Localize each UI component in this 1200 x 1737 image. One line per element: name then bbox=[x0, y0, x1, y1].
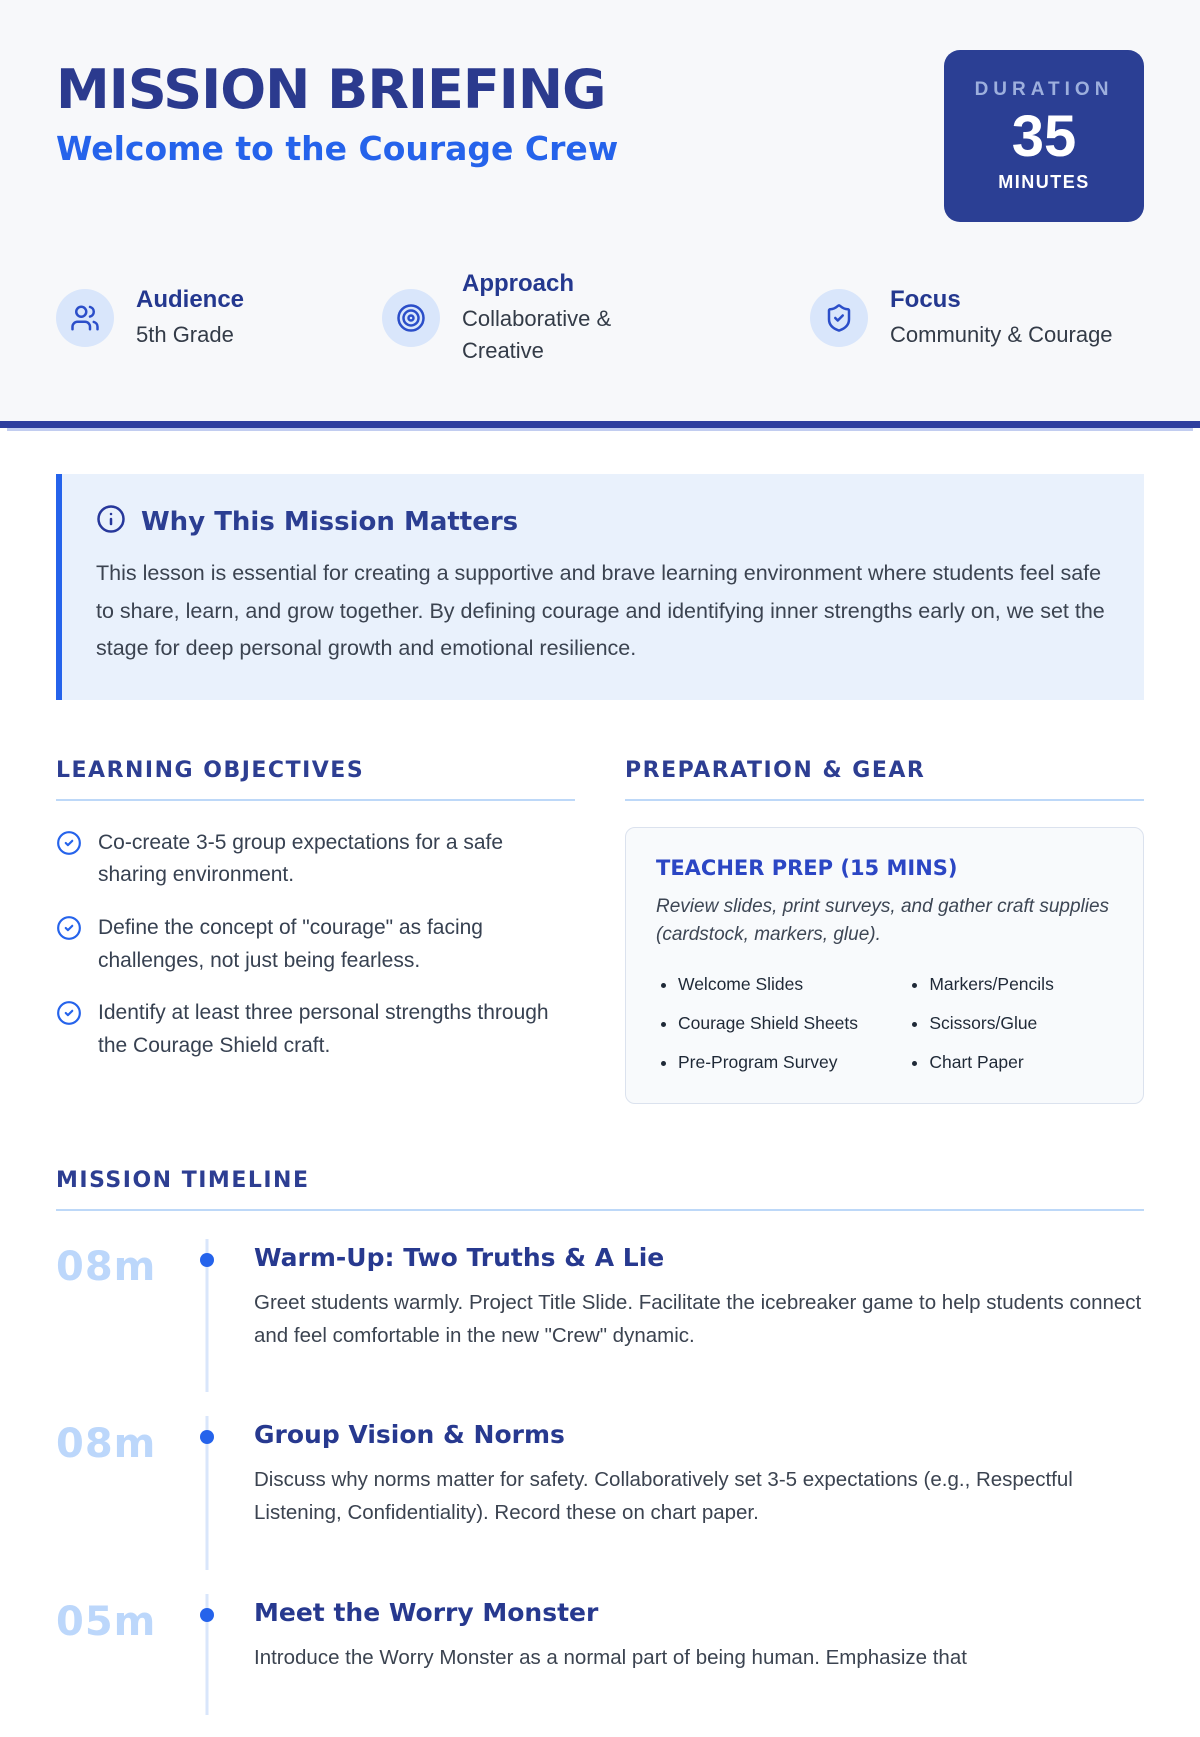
supply-item: • Chart Paper bbox=[929, 1052, 1113, 1073]
supply-item: • Markers/Pencils bbox=[929, 974, 1113, 995]
objective-text: Co-create 3-5 group expectations for a safe sharing environment. bbox=[98, 830, 504, 887]
timeline-item bbox=[56, 1237, 1144, 1415]
timeline-dot-icon bbox=[200, 1608, 214, 1622]
meta-label-approach: Approach bbox=[462, 270, 575, 297]
teacher-prep-card bbox=[625, 827, 1144, 1104]
mission-timeline-heading: MISSION TIMELINE bbox=[56, 1168, 1144, 1211]
timeline-title: Meet the Worry Monster bbox=[254, 1598, 599, 1628]
timeline-item bbox=[56, 1592, 1144, 1737]
page-title: MISSION BRIEFING bbox=[56, 58, 606, 121]
page-subtitle: Welcome to the Courage Crew bbox=[56, 129, 619, 168]
timeline-description: Introduce the Worry Monster as a normal part of being human. Emphasize that bbox=[254, 1646, 967, 1670]
learning-objectives-section bbox=[56, 758, 575, 1104]
supply-item: • Scissors/Glue bbox=[929, 1013, 1113, 1034]
target-icon bbox=[382, 289, 440, 347]
timeline-time: 05m bbox=[56, 1599, 157, 1646]
objective-item bbox=[56, 827, 575, 892]
header bbox=[0, 0, 1200, 428]
main-content bbox=[0, 428, 1200, 1737]
meta-focus bbox=[810, 270, 1144, 367]
timeline-time: 08m bbox=[56, 1421, 157, 1468]
title-block bbox=[56, 50, 618, 168]
timeline-title: Group Vision & Norms bbox=[254, 1420, 565, 1450]
objective-item bbox=[56, 912, 575, 977]
objective-text: Define the concept of "courage" as facing challenges, not just being fearless. bbox=[98, 915, 483, 972]
supply-item: • Courage Shield Sheets bbox=[678, 1013, 907, 1034]
timeline-rail bbox=[184, 1414, 230, 1592]
callout-title: Why This Mission Matters bbox=[141, 506, 519, 537]
duration-unit: MINUTES bbox=[998, 172, 1090, 193]
supplies-column-2 bbox=[907, 974, 1113, 1091]
supplies-list bbox=[656, 974, 1113, 1091]
preparation-gear-heading: PREPARATION & GEAR bbox=[625, 758, 1144, 801]
meta-label-audience: Audience bbox=[136, 285, 245, 313]
mission-timeline-section bbox=[56, 1168, 1144, 1737]
meta-value-approach: Collaborative & Creative bbox=[462, 306, 612, 363]
objectives-and-prep bbox=[56, 758, 1144, 1104]
timeline-rail bbox=[184, 1592, 230, 1737]
duration-value: 35 bbox=[1011, 103, 1077, 169]
info-icon bbox=[96, 504, 126, 539]
shield-icon bbox=[810, 289, 868, 347]
objective-item bbox=[56, 997, 575, 1062]
timeline-description: Discuss why norms matter for safety. Collaboratively set 3-5 expectations (e.g., Respectful Listening, Confidentiality). Record these on chart paper. bbox=[254, 1468, 1073, 1525]
supply-item: • Pre-Program Survey bbox=[678, 1052, 907, 1073]
meta-value-audience: 5th Grade bbox=[136, 321, 234, 347]
teacher-prep-title: TEACHER PREP (15 MINS) bbox=[656, 855, 958, 880]
meta-value-focus: Community & Courage bbox=[890, 321, 1113, 347]
objective-text: Identify at least three personal strengths through the Courage Shield craft. bbox=[98, 1001, 549, 1057]
timeline-description: Greet students warmly. Project Title Slide. Facilitate the icebreaker game to help students connect and feel comfortable in the new "Crew" dynamic. bbox=[254, 1290, 1142, 1347]
duration-label: DURATION bbox=[974, 78, 1114, 100]
teacher-prep-note: Review slides, print surveys, and gather craft supplies (cardstock, markers, glue). bbox=[656, 895, 1110, 946]
timeline-item bbox=[56, 1414, 1144, 1592]
meta-row bbox=[56, 270, 1144, 367]
callout-body: This lesson is essential for creating a supportive and brave learning environment where students feel safe to share, learn, and grow together. By defining courage and identifying inner strengths early on, we set the stage for deep personal growth and emotional resilience. bbox=[96, 561, 1105, 661]
timeline-dot-icon bbox=[200, 1430, 214, 1444]
meta-approach bbox=[382, 270, 810, 367]
preparation-gear-section bbox=[625, 758, 1144, 1104]
timeline-rail bbox=[184, 1237, 230, 1415]
meta-label-focus: Focus bbox=[890, 285, 961, 313]
why-this-mission-matters-callout bbox=[56, 474, 1144, 700]
supply-item: • Welcome Slides bbox=[678, 974, 907, 995]
check-circle-icon bbox=[56, 827, 82, 892]
supplies-column-1 bbox=[656, 974, 907, 1091]
users-icon bbox=[56, 289, 114, 347]
check-circle-icon bbox=[56, 912, 82, 977]
meta-audience bbox=[56, 270, 382, 367]
learning-objectives-heading: LEARNING OBJECTIVES bbox=[56, 758, 575, 801]
duration-card bbox=[944, 50, 1144, 222]
timeline-time: 08m bbox=[56, 1243, 157, 1290]
check-circle-icon bbox=[56, 997, 82, 1062]
timeline-dot-icon bbox=[200, 1253, 214, 1267]
timeline-title: Warm-Up: Two Truths & A Lie bbox=[254, 1242, 665, 1272]
